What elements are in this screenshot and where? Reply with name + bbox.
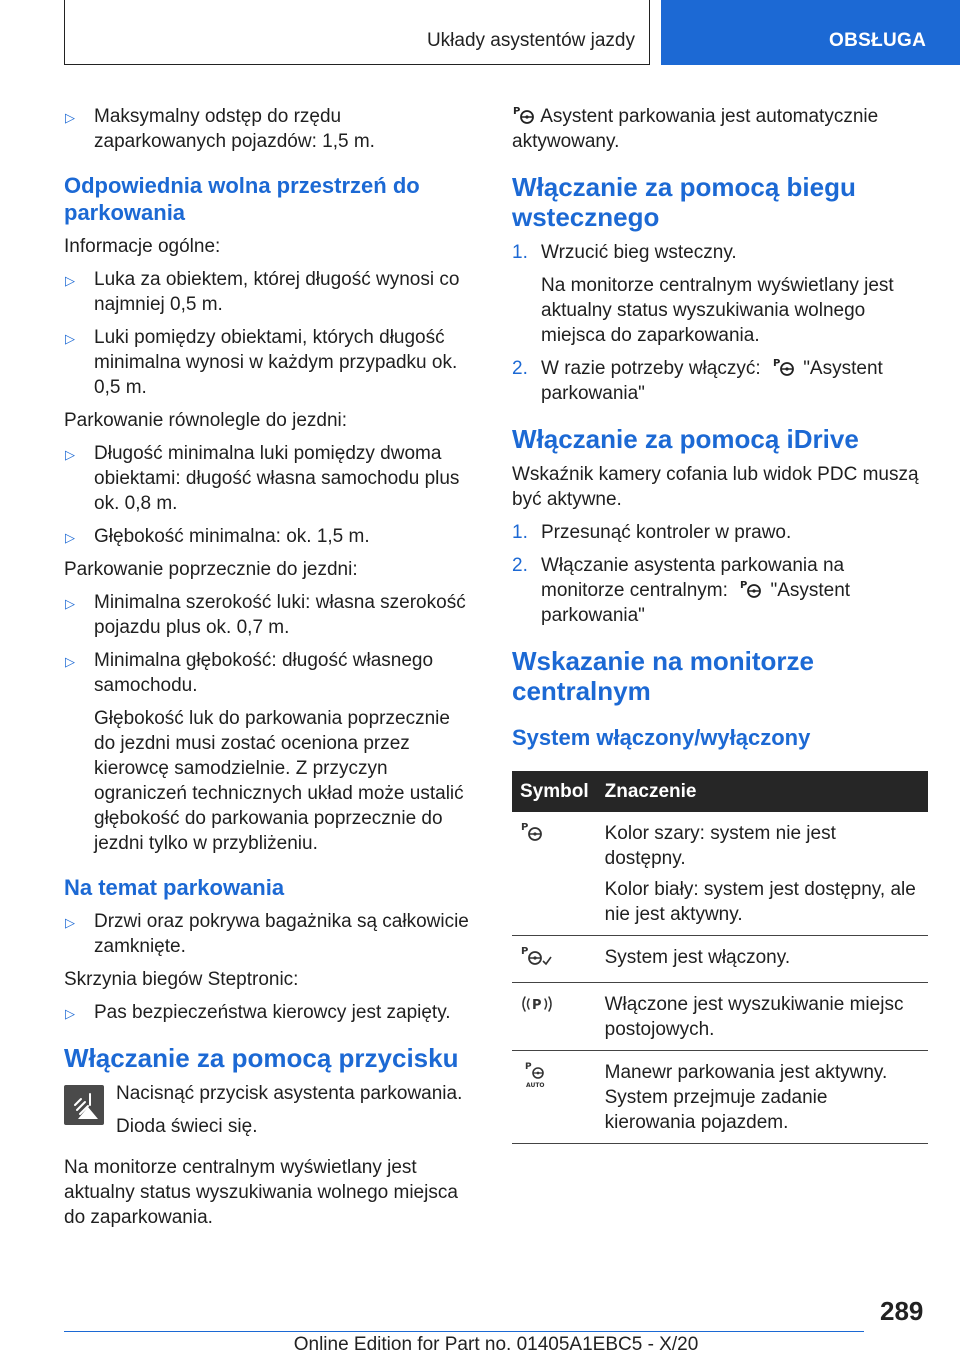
parking-search-icon: [520, 992, 554, 1016]
heading-about-parking: Na temat parkowania: [64, 875, 285, 900]
bullet-triangle-icon: ▷: [65, 447, 75, 462]
numbered-step: 2. W razie potrzeby włączyć: P "Asystent parkowania": [512, 358, 883, 404]
table-cell-text: System jest włączony.: [604, 947, 791, 968]
svg-text:P: P: [521, 946, 529, 957]
table-cell-text: Kolor szary: system nie jest dostępny.: [604, 823, 836, 869]
paragraph: Skrzynia biegów Steptronic:: [64, 969, 299, 990]
footer-edition: Online Edition for Part no. 01405A1EBC5 - X/20: [293, 1334, 699, 1355]
table-row: [512, 1051, 928, 1144]
bullet-item: ▷ Minimalna głębokość: długość własnego samochodu.: [65, 650, 434, 696]
footer-divider: [64, 1331, 864, 1332]
bullet-item: ▷ Pas bezpieczeństwa kierowcy jest zapięty.: [64, 1000, 476, 1025]
numbered-step: 1. Przesunąć kontroler w prawo.: [512, 522, 792, 543]
button-instruction-line: Nacisnąć przycisk asystenta parkowania.: [116, 1083, 463, 1104]
table-row: [512, 983, 928, 1051]
page-number: 289: [880, 1296, 924, 1326]
bullet-triangle-icon: ▷: [65, 331, 75, 346]
svg-text:P: P: [513, 106, 521, 117]
left-column: [64, 104, 476, 1238]
table-cell-text: Włączone jest wyszukiwanie miejsc postojowych.: [604, 994, 904, 1040]
bullet-item: ▷ Minimalna szerokość luki: własna szerokość pojazdu plus ok. 0,7 m.: [65, 592, 466, 638]
park-assist-auto-icon: [520, 1060, 554, 1090]
park-assist-icon: [512, 105, 536, 125]
table-row: [512, 812, 928, 936]
table-header-row: [512, 771, 928, 812]
park-assist-icon: [766, 357, 798, 377]
paragraph: Parkowanie równolegle do jezdni:: [64, 410, 348, 431]
paragraph: Wskaźnik kamery cofania lub widok PDC muszą być aktywne.: [512, 464, 919, 510]
auto-icon-text: AUTO: [526, 1082, 545, 1089]
table-cell-text: Manewr parkowania jest aktywny. System przejmuje zadanie kierowania pojazdem.: [604, 1062, 888, 1133]
bullet-triangle-icon: ▷: [65, 273, 75, 288]
bullet-item: ▷ Drzwi oraz pokrywa bagażnika są całkowicie zamknięte.: [65, 911, 469, 957]
heading-activate-button: Włączanie za pomocą przycisku: [64, 1043, 459, 1073]
park-assist-on-icon: [520, 945, 552, 967]
heading-idrive: Włączanie za pomocą iDrive: [512, 424, 859, 454]
park-assist-grey-icon: [520, 821, 548, 843]
bullet-triangle-icon: ▷: [65, 596, 75, 611]
heading-reverse-gear: Włączanie za pomocą biegu wstecznego: [512, 172, 856, 232]
paragraph: Informacje ogólne:: [64, 236, 221, 257]
park-assist-icon: [733, 579, 765, 599]
table-header-meaning: Znaczenie: [597, 771, 928, 812]
table-row: [512, 936, 928, 983]
bullet-item: ▷ Głębokość minimalna: ok. 1,5 m.: [64, 524, 476, 549]
header-chapter-label: OBSŁUGA: [829, 30, 927, 51]
heading-system-on-off: System włączony/wyłączony: [512, 725, 811, 750]
header-section-box: [64, 0, 650, 65]
svg-text:P: P: [532, 998, 542, 1013]
heading-parking-space: Odpowiednia wolna przestrzeń do parkowania: [64, 173, 420, 225]
paragraph: Na monitorze centralnym wyświetlany jest aktualny status wyszukiwania wolnego miejsca do zaparkowania.: [64, 1157, 458, 1228]
svg-text:P: P: [521, 822, 529, 833]
bullet-note: Głębokość luk do parkowania poprzecznie do jezdni musi zostać oceniona przez kierowcę samodzielnie. Z przyczyn ograniczeń technicznych układ może ustalić głębokość do parkowania poprzecznie do jezdni tylko w przybliżeniu.: [94, 708, 464, 854]
svg-text:P: P: [772, 358, 781, 369]
park-assist-button-icon: [64, 1085, 104, 1125]
button-instruction: [64, 1081, 476, 1139]
numbered-step: 1. Wrzucić bieg wsteczny.: [512, 242, 737, 263]
header-section-title: Układy asystentów jazdy: [426, 30, 635, 51]
right-column: [512, 104, 928, 1144]
bullet-triangle-icon: ▷: [65, 110, 75, 125]
header-chapter-tab: [661, 0, 960, 65]
svg-text:P: P: [740, 580, 748, 591]
bullet-item: ▷ Maksymalny odstęp do rzędu zaparkowanych pojazdów: 1,5 m.: [65, 106, 375, 152]
bullet-triangle-icon: ▷: [65, 654, 75, 669]
table-cell-text: Kolor biały: system jest dostępny, ale nie jest aktywny.: [604, 879, 916, 925]
bullet-triangle-icon: ▷: [65, 1006, 75, 1021]
numbered-step: 2. Włączanie asystenta parkowania na monitorze centralnym: P "Asystent parkowania": [512, 555, 851, 626]
paragraph: Parkowanie poprzecznie do jezdni:: [64, 559, 358, 580]
bullet-item: ▷ Długość minimalna luki pomiędzy dwoma obiektami: długość własna samochodu plus ok. 0,8 m.: [65, 443, 460, 514]
button-instruction-line: Dioda świeci się.: [116, 1116, 258, 1137]
heading-central-display: Wskazanie na monitorze centralnym: [512, 646, 814, 706]
symbol-table: [512, 771, 928, 1144]
svg-text:P: P: [525, 1062, 532, 1072]
paragraph: P Asystent parkowania jest automatycznie aktywowany.: [512, 106, 879, 152]
bullet-triangle-icon: ▷: [65, 530, 75, 545]
bullet-triangle-icon: ▷: [65, 915, 75, 930]
step-note: Na monitorze centralnym wyświetlany jest aktualny status wyszukiwania wolnego miejsca do zaparkowania.: [541, 275, 894, 346]
table-header-symbol: Symbol: [512, 771, 597, 812]
bullet-item: ▷ Luki pomiędzy obiektami, których długość minimalna wynosi w każdym przypadku ok. 0,5 m.: [65, 327, 458, 398]
bullet-item: ▷ Luka za obiektem, której długość wynosi co najmniej 0,5 m.: [65, 269, 460, 315]
